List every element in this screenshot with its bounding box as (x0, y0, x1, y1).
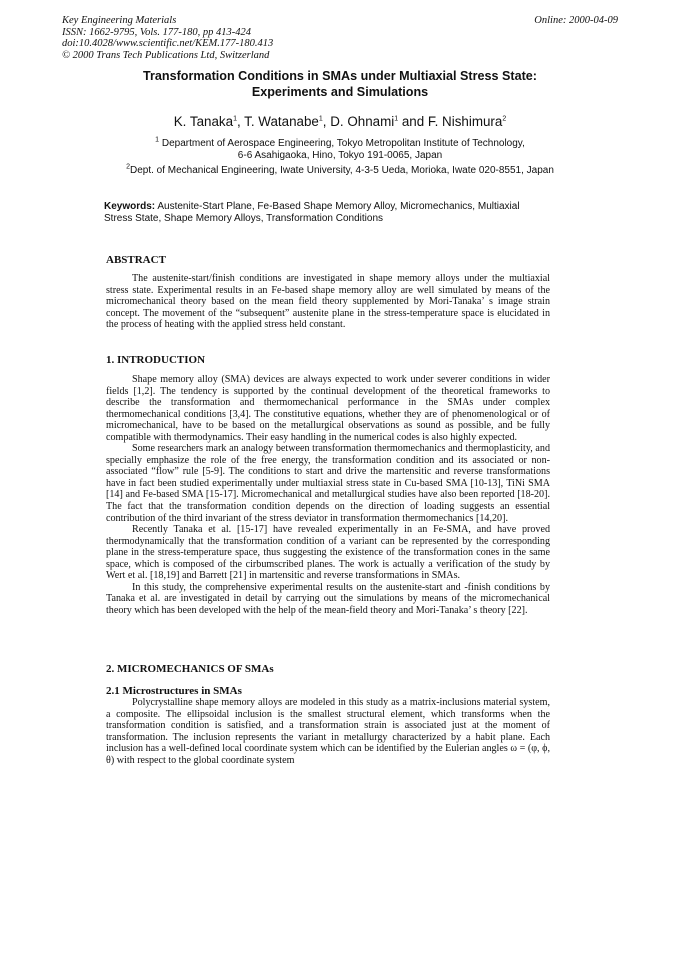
author-4-affil-sup: 2 (502, 115, 507, 123)
abstract-heading: ABSTRACT (106, 254, 166, 266)
journal-name: Key Engineering Materials (62, 15, 177, 26)
paper-title (70, 68, 610, 100)
microstructures-body (106, 697, 550, 766)
author-separator: , (322, 114, 331, 129)
affiliation-1-sup: 1 (155, 136, 160, 144)
online-date: Online: 2000-04-09 (534, 15, 618, 26)
author-and: and (398, 114, 428, 129)
journal-header (62, 15, 618, 61)
abstract-body (106, 273, 550, 331)
doi-line[interactable]: doi:10.4028/www.scientific.net/KEM.177-180.413 (62, 38, 274, 50)
author-list (70, 114, 610, 129)
affiliation-1 (70, 138, 610, 163)
intro-paragraph-3: Recently Tanaka et al. [15-17] have revealed experimentally in an Fe-SMA, and have proved thermodynamically that the transformation condition of a variant can be represented by the corresponding plane in the stress-temperature space, thus suggesting the existence of the transformation cones in the same space, which is composed of the cirbumscribed planes. The work is actually a verification of the study by Wert et al. [18,19] and Barrett [21] in martensitic and reverse transformations in SMAs. (106, 524, 550, 582)
author-3-affil-sup: 1 (394, 115, 399, 123)
issn-line: ISSN: 1662-9795, Vols. 177-180, pp 413-424 (62, 26, 251, 38)
author-2-affil-sup: 1 (318, 115, 323, 123)
introduction-heading: 1. INTRODUCTION (106, 354, 206, 366)
affiliation-2-text: Dept. of Mechanical Engineering, Iwate University, 4-3-5 Ueda, Morioka, Iwate 020-8551, Japan (129, 165, 554, 176)
author-1-affil-sup: 1 (233, 115, 237, 123)
intro-paragraph-4: In this study, the comprehensive experimental results on the austenite-start and -finish conditions by Tanaka et al. are investigated in detail by carrying out the simulations by means of the micromechanical theory which has been developed with the help of the mean-field theory and Mori-Tanaka’ s theory [22]. (106, 581, 550, 616)
affiliation-1-line-2: 6-6 Asahigaoka, Hino, Tokyo 191-0065, Japan (237, 150, 443, 162)
copyright-line: © 2000 Trans Tech Publications Ltd, Switzerland (62, 49, 270, 61)
affiliation-1-line-1 (70, 138, 610, 150)
microstructures-subheading: 2.1 Microstructures in SMAs (106, 685, 242, 697)
intro-paragraph-1: Shape memory alloy (SMA) devices are always expected to work under severer conditions in wider fields [1,2]. The tendency is supported by the continual development of the theoretical frameworks to describe the transformation and thermomechanical performance in the SMAs under complex thermomechanical conditions [3,4]. The constitutive equations, whether they are of phenomenological or of micromechanical, have to be based on the metallurgical observations as sound as possible, and be fully compatible with thermodynamics. Their easy handling in the numerical codes is also highly expected. (106, 374, 550, 443)
introduction-body (106, 374, 550, 616)
abstract-paragraph: The austenite-start/finish conditions are investigated in shape memory alloys under the multiaxial stress state. Experimental results in an Fe-based shape memory alloy are well simulated by means of the micromechanical theory based on the mean field theory supplemented by Mori-Tanaka’ s image strain concept. The movement of the “subsequent” austenite plane in the stress-temperature space is elucidated in the process of heating with the applied stress held constant. (106, 273, 550, 331)
affiliation-1-text: Department of Aerospace Engineering, Tokyo Metropolitan Institute of Technology, (161, 138, 525, 149)
title-line-2: Experiments and Simulations (251, 85, 429, 99)
affiliation-2 (70, 165, 610, 177)
author-separator: , (236, 114, 245, 129)
author-2: T. Watanabe (244, 114, 319, 129)
author-1: K. Tanaka (173, 114, 234, 129)
keywords-label: Keywords: (104, 201, 156, 212)
author-3: D. Ohnami (330, 114, 395, 129)
keywords-text: Austenite-Start Plane, Fe-Based Shape Memory Alloy, Micromechanics, Multiaxial Stress State, Shape Memory Alloys, Transformation Conditions (104, 201, 520, 225)
micromechanics-heading: 2. MICROMECHANICS OF SMAs (106, 663, 274, 675)
author-4: F. Nishimura (427, 114, 503, 129)
title-line-1: Transformation Conditions in SMAs under Multiaxial Stress State: (143, 69, 537, 83)
intro-paragraph-2: Some researchers mark an analogy between transformation thermomechanics and thermoplasticity, and specially emphasize the role of the free energy, the transformation condition and its associated or non-associated “flow” rule [5-9]. The conditions to start and drive the martensitic and reverse transformations have in fact been studied experimentally under multiaxial stress state in Cu-based SMA [10-13], TiNi SMA [14] and Fe-based SMA [15-17]. Micromechanical and metallurgical studies have also been reported [18-20]. The fact that the transformation condition depends on the direction of loading suggests an essential contribution of the third invariant of the stress deviator in transformation thermomechanics [14,20]. (106, 443, 550, 524)
microstructures-paragraph: Polycrystalline shape memory alloys are modeled in this study as a matrix-inclusions material system, a composite. The ellipsoidal inclusion is the smallest structural element, which transforms when the transformation condition is satisfied, and a transformation strain is associated just at the moment of transformation. The inclusion represents the variant in metallurgy characterized by a habit plane. Each inclusion has a well-defined local coordinate system which can be identified by the Eulerian angles ω = (φ, ϕ, θ) with respect to the global coordinate system (106, 697, 550, 766)
keywords-block (104, 201, 534, 226)
affiliation-2-sup: 2 (126, 163, 130, 171)
